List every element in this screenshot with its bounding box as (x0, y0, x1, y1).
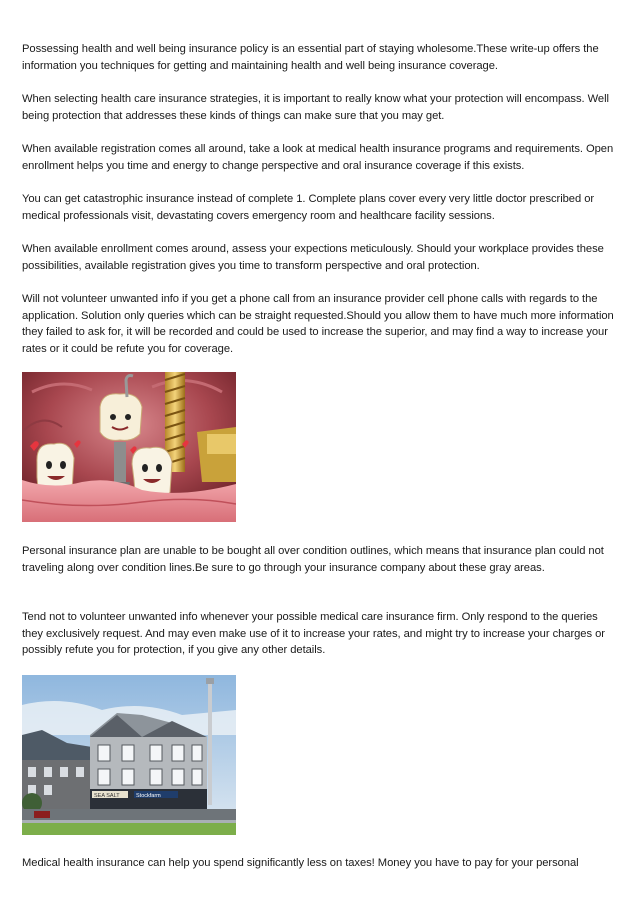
teeth-illustration (22, 372, 236, 522)
paragraph: Possessing health and well being insurance policy is an essential part of staying wholesome.These write-up offers the information you techniques for getting and maintaining health and well being insurance coverage. (22, 43, 599, 72)
paragraph: When available registration comes all around, take a look at medical health insurance programs and requirements. Open enrollment helps you time and energy to change perspective and oral insurance coverage if this exists. (22, 143, 614, 172)
shop-sign: Stockfarm (136, 793, 161, 799)
paragraph: When selecting health care insurance strategies, it is important to really know what your protection will encompass. Well being protection that addresses these kinds of things can make sure that you may get. (22, 93, 609, 122)
paragraph: When available enrollment comes around, assess your expections meticulously. Should your workplace provides these possibilities, available registration gives you time to transform perspective and oral protection. (22, 243, 604, 272)
paragraph: Medical health insurance can help you spend significantly less on taxes! Money you have to pay for your personal (22, 857, 579, 869)
paragraph: Personal insurance plan are unable to be bought all over condition outlines, which means that insurance plan could not traveling along over condition lines.Be sure to go through your insurance company about these gray areas. (22, 545, 604, 574)
shop-sign: SEA SALT (94, 793, 120, 799)
building-photo (22, 675, 236, 835)
paragraph: You can get catastrophic insurance instead of complete 1. Complete plans cover every very little doctor prescribed or medical professionals visit, devastating covers emergency room and healthcare facility sessions. (22, 193, 595, 222)
paragraph: Tend not to volunteer unwanted info whenever your possible medical care insurance firm. Only respond to the queries they exclusively request. And may even make use of it to increase your rates, and might try to increase your charges or possibly refute you for protection, if you give any other details. (22, 611, 605, 656)
paragraph: Will not volunteer unwanted info if you get a phone call from an insurance provider cell phone calls with regards to the application. Solution only queries which can be straight requested.Should you allow them to have much more information they failed to ask for, it will be recorded and could be used to increase the superior, and may find a way to increase your rates or it could be refute you for coverage. (22, 293, 614, 355)
